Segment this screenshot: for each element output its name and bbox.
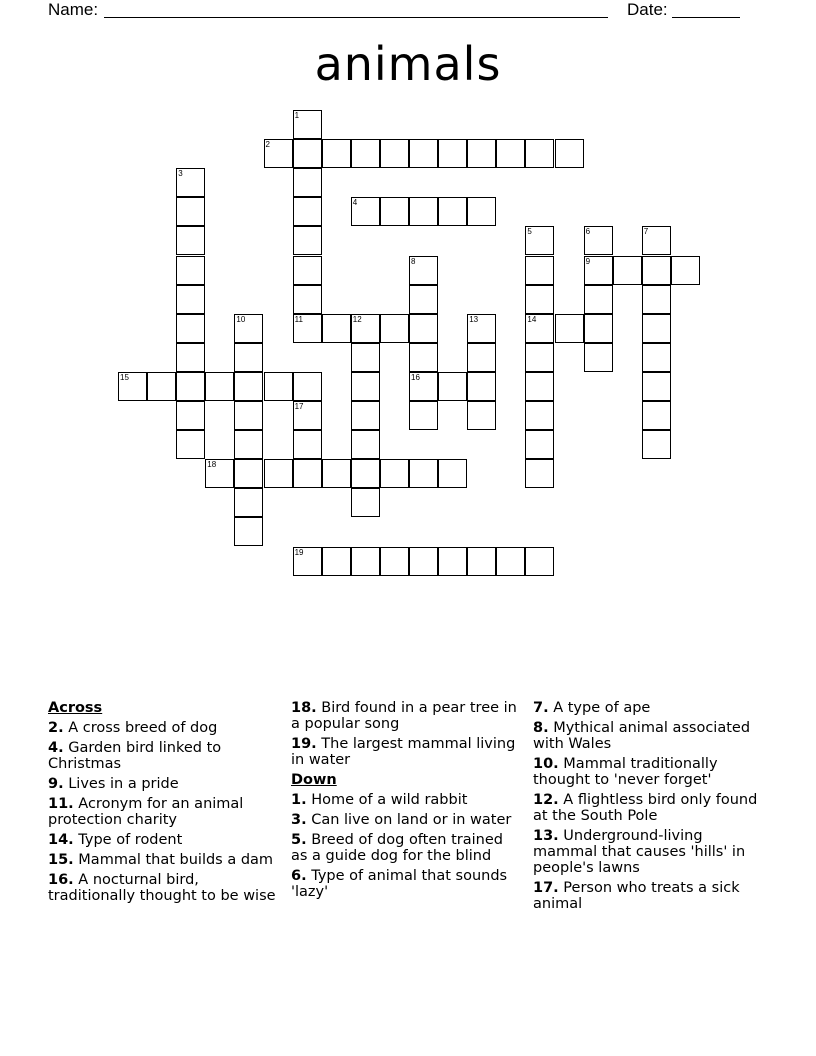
clue-text: Breed of dog often trained as a guide dog for the blind xyxy=(291,832,503,864)
clue-text: Underground-living mammal that causes 'hills' in people's lawns xyxy=(533,828,746,876)
grid-cell[interactable] xyxy=(409,401,438,430)
grid-cell[interactable] xyxy=(293,110,322,139)
clue-text: Bird found in a pear tree in a popular song xyxy=(291,700,517,732)
grid-cell[interactable] xyxy=(409,139,438,168)
grid-cell[interactable] xyxy=(642,314,671,343)
clue-number: 19. xyxy=(291,736,317,752)
grid-cell[interactable] xyxy=(176,256,205,285)
clue-text: A nocturnal bird, traditionally thought to be wise xyxy=(48,872,276,904)
grid-cell[interactable] xyxy=(176,168,205,197)
clue-item xyxy=(533,880,765,912)
grid-cell[interactable] xyxy=(584,314,613,343)
date-label: Date: xyxy=(627,0,668,19)
clue-number: 16 xyxy=(411,372,420,382)
grid-cell[interactable] xyxy=(234,488,263,517)
grid-cell[interactable] xyxy=(642,343,671,372)
grid-cell[interactable] xyxy=(409,372,438,401)
clue-number: 18. xyxy=(291,700,317,716)
clue-number: 14 xyxy=(527,314,537,324)
clue-number: 14. xyxy=(48,832,74,848)
grid-cell[interactable] xyxy=(525,401,554,430)
grid-cell[interactable] xyxy=(438,547,467,576)
clue-number: 10 xyxy=(236,314,246,324)
grid-cell[interactable] xyxy=(322,547,351,576)
clue-number: 18 xyxy=(207,460,217,470)
grid-cell[interactable] xyxy=(205,459,234,488)
clue-number: 5. xyxy=(291,832,307,848)
grid-cell[interactable] xyxy=(176,285,205,314)
clue-number: 4 xyxy=(352,198,358,208)
grid-cell[interactable] xyxy=(351,372,380,401)
clue-item xyxy=(48,852,280,868)
clue-text: A type of ape xyxy=(553,700,651,716)
grid-cell[interactable] xyxy=(176,401,205,430)
grid-cell[interactable] xyxy=(176,343,205,372)
grid-cell[interactable] xyxy=(293,314,322,343)
grid-cell[interactable] xyxy=(467,372,496,401)
clue-number: 6 xyxy=(585,227,591,237)
clue-item xyxy=(48,832,280,848)
clue-text: Mythical animal associated with Wales xyxy=(533,720,751,752)
grid-cell[interactable] xyxy=(467,343,496,372)
grid-cell[interactable] xyxy=(351,343,380,372)
clue-text: Lives in a pride xyxy=(68,776,179,792)
grid-cell[interactable] xyxy=(409,256,438,285)
grid-cell[interactable] xyxy=(293,547,322,576)
grid-cell[interactable] xyxy=(409,547,438,576)
grid-cell[interactable] xyxy=(467,139,496,168)
grid-cell[interactable] xyxy=(584,285,613,314)
clue-number: 11. xyxy=(48,796,74,812)
clue-number: 5 xyxy=(527,227,532,237)
grid-cell[interactable] xyxy=(525,139,554,168)
grid-cell[interactable] xyxy=(234,314,263,343)
clue-item xyxy=(533,828,765,876)
grid-cell[interactable] xyxy=(642,256,671,285)
clue-text: Type of animal that sounds 'lazy' xyxy=(291,868,508,900)
grid-cell[interactable] xyxy=(525,256,554,285)
clue-item xyxy=(291,868,523,900)
clue-number: 1 xyxy=(294,111,300,120)
clue-number: 13 xyxy=(469,314,479,324)
grid-cell[interactable] xyxy=(234,459,263,488)
clue-text: A cross breed of dog xyxy=(68,720,218,736)
grid-cell[interactable] xyxy=(409,343,438,372)
grid-cell[interactable] xyxy=(380,197,409,226)
grid-cell[interactable] xyxy=(176,430,205,459)
clue-item xyxy=(291,736,523,768)
grid-cell[interactable] xyxy=(293,226,322,255)
grid-cell[interactable] xyxy=(293,197,322,226)
clue-number: 3. xyxy=(291,812,307,828)
clue-item xyxy=(533,700,765,716)
grid-cell[interactable] xyxy=(467,547,496,576)
section-heading: Across xyxy=(48,700,103,716)
clue-item xyxy=(533,756,765,788)
clue-column-1 xyxy=(48,700,280,908)
clue-item xyxy=(48,740,280,772)
grid-cell[interactable] xyxy=(322,459,351,488)
grid-cell[interactable] xyxy=(525,285,554,314)
grid-cell[interactable] xyxy=(234,517,263,546)
grid-cell[interactable] xyxy=(234,343,263,372)
grid-cell[interactable] xyxy=(322,314,351,343)
clue-item xyxy=(533,720,765,752)
clue-number: 7 xyxy=(643,227,649,237)
clue-number: 2 xyxy=(265,140,270,150)
grid-cell[interactable] xyxy=(234,430,263,459)
grid-cell[interactable] xyxy=(380,547,409,576)
grid-cell[interactable] xyxy=(293,168,322,197)
grid-cell[interactable] xyxy=(642,401,671,430)
grid-cell[interactable] xyxy=(380,314,409,343)
clue-number: 8 xyxy=(411,256,416,266)
grid-cell[interactable] xyxy=(642,372,671,401)
grid-cell[interactable] xyxy=(525,430,554,459)
clue-number: 19 xyxy=(294,547,304,557)
clue-number: 8. xyxy=(533,720,549,736)
clue-item xyxy=(291,812,523,828)
grid-cell[interactable] xyxy=(351,459,380,488)
grid-cell[interactable] xyxy=(351,430,380,459)
grid-cell[interactable] xyxy=(293,430,322,459)
clue-text: Person who treats a sick animal xyxy=(533,880,740,912)
grid-cell[interactable] xyxy=(525,372,554,401)
grid-cell[interactable] xyxy=(234,372,263,401)
clue-column-2 xyxy=(291,700,523,904)
clue-number: 1. xyxy=(291,792,307,808)
grid-cell[interactable] xyxy=(467,314,496,343)
grid-cell[interactable] xyxy=(351,314,380,343)
grid-cell[interactable] xyxy=(525,547,554,576)
clue-number: 12. xyxy=(533,792,559,808)
grid-cell[interactable] xyxy=(293,401,322,430)
clue-number: 17 xyxy=(294,402,304,411)
clue-column-3 xyxy=(533,700,765,916)
grid-cell[interactable] xyxy=(584,256,613,285)
grid-cell[interactable] xyxy=(438,197,467,226)
clue-text: Home of a wild rabbit xyxy=(311,792,468,808)
clue-number: 13. xyxy=(533,828,559,844)
clue-item xyxy=(48,872,280,904)
grid-cell[interactable] xyxy=(176,372,205,401)
clue-text: Mammal that builds a dam xyxy=(78,852,274,868)
clue-number: 9. xyxy=(48,776,64,792)
grid-cell[interactable] xyxy=(642,285,671,314)
name-label: Name: xyxy=(48,0,99,19)
grid-cell[interactable] xyxy=(380,459,409,488)
grid-cell[interactable] xyxy=(293,256,322,285)
grid-cell[interactable] xyxy=(351,547,380,576)
grid-cell[interactable] xyxy=(555,139,584,168)
clue-number: 7. xyxy=(533,700,549,716)
grid-cell[interactable] xyxy=(293,139,322,168)
grid-cell[interactable] xyxy=(525,226,554,255)
grid-cell[interactable] xyxy=(525,343,554,372)
grid-cell[interactable] xyxy=(351,197,380,226)
grid-cell[interactable] xyxy=(438,372,467,401)
grid-cell[interactable] xyxy=(409,459,438,488)
clue-item xyxy=(291,792,523,808)
grid-cell[interactable] xyxy=(293,372,322,401)
clue-number: 12 xyxy=(352,314,362,324)
grid-cell[interactable] xyxy=(176,197,205,226)
section-heading: Down xyxy=(291,772,337,788)
grid-cell[interactable] xyxy=(264,139,293,168)
grid-cell[interactable] xyxy=(322,139,351,168)
clue-number: 9 xyxy=(585,256,591,266)
clue-number: 2. xyxy=(48,720,64,736)
grid-cell[interactable] xyxy=(438,139,467,168)
grid-cell[interactable] xyxy=(671,256,700,285)
grid-cell[interactable] xyxy=(409,314,438,343)
clue-number: 10. xyxy=(533,756,559,772)
grid-cell[interactable] xyxy=(642,430,671,459)
grid-cell[interactable] xyxy=(467,401,496,430)
clue-text: The largest mammal living in water xyxy=(291,736,516,768)
clue-number: 3 xyxy=(178,169,183,179)
grid-cell[interactable] xyxy=(555,314,584,343)
clue-text: Acronym for an animal protection charity xyxy=(48,796,244,828)
grid-cell[interactable] xyxy=(496,547,525,576)
grid-cell[interactable] xyxy=(264,372,293,401)
grid-cell[interactable] xyxy=(147,372,176,401)
grid-cell[interactable] xyxy=(584,343,613,372)
puzzle-title: animals xyxy=(314,37,502,91)
clue-item xyxy=(48,776,280,792)
clue-number: 15 xyxy=(120,372,129,382)
grid-cell[interactable] xyxy=(380,139,409,168)
grid-cell[interactable] xyxy=(613,256,642,285)
clue-text: A flightless bird only found at the South Pole xyxy=(533,792,758,824)
grid-cell[interactable] xyxy=(409,285,438,314)
grid-cell[interactable] xyxy=(584,226,613,255)
grid-cell[interactable] xyxy=(351,139,380,168)
clue-number: 4. xyxy=(48,740,64,756)
clue-item xyxy=(48,796,280,828)
clue-item xyxy=(533,792,765,824)
clue-number: 11 xyxy=(294,314,303,324)
grid-cell[interactable] xyxy=(264,459,293,488)
clue-number: 17. xyxy=(533,880,559,896)
grid-cell[interactable] xyxy=(118,372,147,401)
grid-cell[interactable] xyxy=(525,314,554,343)
clue-number: 16. xyxy=(48,872,74,888)
grid-cell[interactable] xyxy=(351,401,380,430)
grid-cell[interactable] xyxy=(293,459,322,488)
grid-cell[interactable] xyxy=(467,197,496,226)
clue-item xyxy=(48,720,280,736)
grid-cell[interactable] xyxy=(438,459,467,488)
grid-cell[interactable] xyxy=(525,459,554,488)
clue-item xyxy=(291,700,523,732)
grid-cell[interactable] xyxy=(351,488,380,517)
grid-cell[interactable] xyxy=(409,197,438,226)
grid-cell[interactable] xyxy=(176,314,205,343)
clue-number: 15. xyxy=(48,852,74,868)
grid-cell[interactable] xyxy=(293,285,322,314)
clue-text: Garden bird linked to Christmas xyxy=(48,740,222,772)
clue-text: Type of rodent xyxy=(78,832,183,848)
clue-text: Can live on land or in water xyxy=(311,812,512,828)
grid-cell[interactable] xyxy=(642,226,671,255)
grid-cell[interactable] xyxy=(496,139,525,168)
clue-text: Mammal traditionally thought to 'never forget' xyxy=(533,756,718,788)
clue-number: 6. xyxy=(291,868,307,884)
grid-cell[interactable] xyxy=(234,401,263,430)
grid-cell[interactable] xyxy=(176,226,205,255)
grid-cell[interactable] xyxy=(205,372,234,401)
clue-item xyxy=(291,832,523,864)
